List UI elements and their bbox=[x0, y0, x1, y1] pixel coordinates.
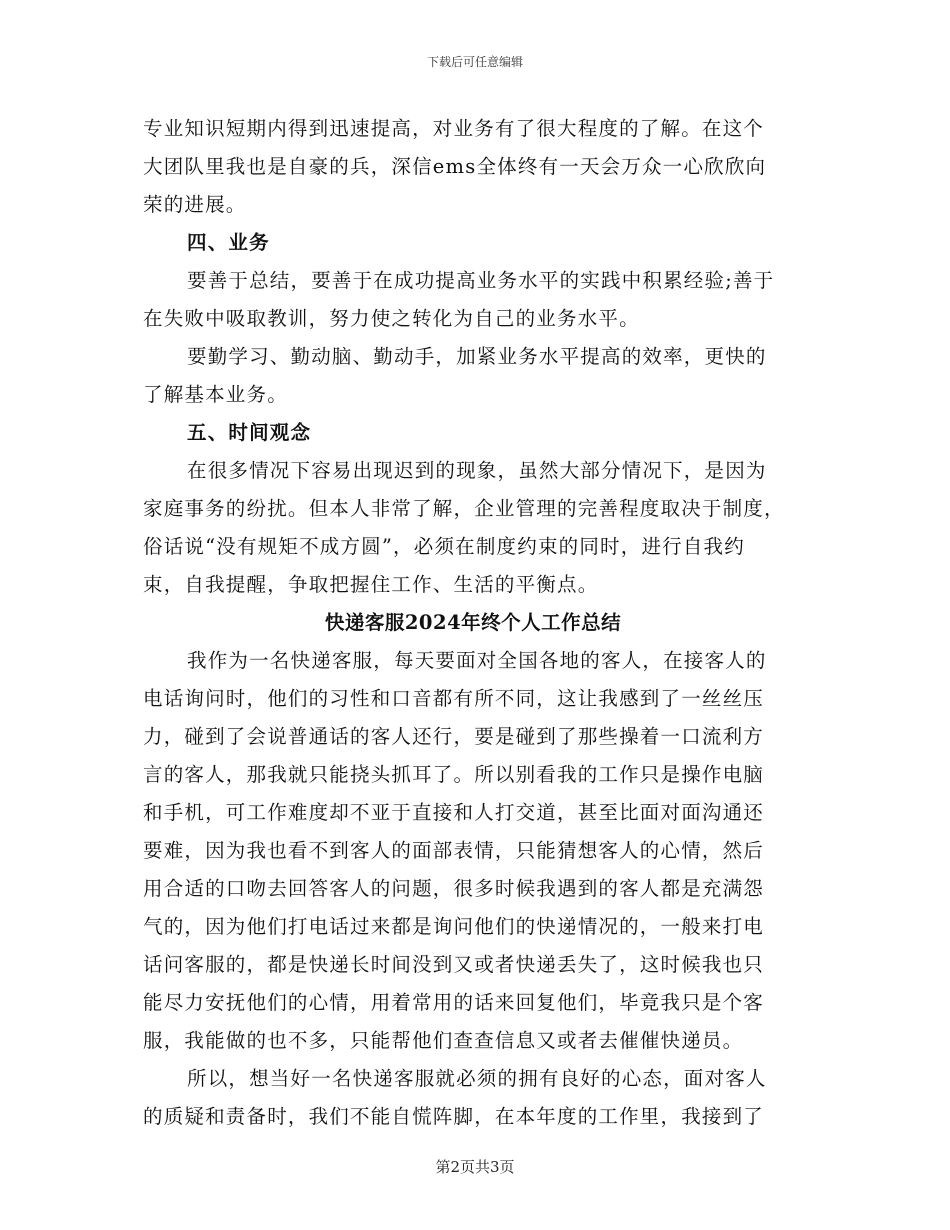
paragraph-line: 所以，想当好一名快递客服就必须的拥有良好的心态，面对客人 bbox=[187, 1067, 767, 1090]
paragraph-line: 要勤学习、勤动脑、勤动手，加紧业务水平提高的效率，更快的 bbox=[187, 345, 767, 368]
page-header: 下载后可任意编辑 bbox=[426, 55, 523, 69]
paragraph-line: 和手机，可工作难度却不亚于直接和人打交道，甚至比面对面沟通还 bbox=[143, 801, 765, 824]
paragraph-line: 在失败中吸取教训，努力使之转化为自己的业务水平。 bbox=[143, 307, 640, 330]
section-heading: 四、业务 bbox=[187, 231, 270, 254]
paragraph-line: 要难，因为我也看不到客人的面部表情，只能猜想客人的心情，然后 bbox=[143, 839, 765, 862]
section-heading: 五、时间观念 bbox=[187, 421, 312, 444]
paragraph-line: 言的客人，那我就只能挠头抓耳了。所以别看我的工作只是操作电脑 bbox=[143, 763, 765, 786]
paragraph-line: 我作为一名快递客服，每天要面对全国各地的客人，在接客人的 bbox=[187, 649, 767, 672]
document-body bbox=[143, 110, 803, 1136]
paragraph-line: 要善于总结，要善于在成功提高业务水平的实践中积累经验;善于 bbox=[187, 269, 775, 292]
paragraph-line: 俗话说“没有规矩不成方圆”，必须在制度约束的同时，进行自我约 bbox=[143, 535, 745, 558]
paragraph-line: 的质疑和责备时，我们不能自慌阵脚，在本年度的工作里，我接到了 bbox=[143, 1105, 765, 1128]
paragraph-line: 服，我能做的也不多，只能帮他们查查信息又或者去催催快递员。 bbox=[143, 1029, 744, 1052]
paragraph-line: 气的，因为他们打电话过来都是询问他们的快递情况的，一般来打电 bbox=[143, 915, 765, 938]
document-title: 快递客服2024年终个人工作总结 bbox=[324, 611, 622, 634]
paragraph-line: 力，碰到了会说普通话的客人还行，要是碰到了那些操着一口流利方 bbox=[143, 725, 765, 748]
paragraph-line: 话问客服的，都是快递长时间没到又或者快递丢失了，这时候我也只 bbox=[143, 953, 765, 976]
paragraph-line: 束，自我提醒，争取把握住工作、生活的平衡点。 bbox=[143, 573, 599, 596]
paragraph-line: 在很多情况下容易出现迟到的现象，虽然大部分情况下，是因为 bbox=[187, 459, 767, 482]
paragraph-line: 能尽力安抚他们的心情，用着常用的话来回复他们，毕竟我只是个客 bbox=[143, 991, 765, 1014]
paragraph-line: 荣的进展。 bbox=[143, 193, 247, 216]
paragraph-line: 专业知识短期内得到迅速提高，对业务有了很大程度的了解。在这个 bbox=[143, 117, 765, 140]
page-footer: 第2页共3页 bbox=[435, 1158, 515, 1176]
paragraph-line: 大团队里我也是自豪的兵，深信ems全体终有一天会万众一心欣欣向 bbox=[143, 155, 767, 178]
paragraph-line: 家庭事务的纷扰。但本人非常了解，企业管理的完善程度取决于制度， bbox=[143, 497, 785, 520]
paragraph-line: 电话询问时，他们的习性和口音都有所不同，这让我感到了一丝丝压 bbox=[143, 687, 765, 710]
paragraph-line: 了解基本业务。 bbox=[143, 383, 288, 406]
paragraph-line: 用合适的口吻去回答客人的问题，很多时候我遇到的客人都是充满怨 bbox=[143, 877, 765, 900]
